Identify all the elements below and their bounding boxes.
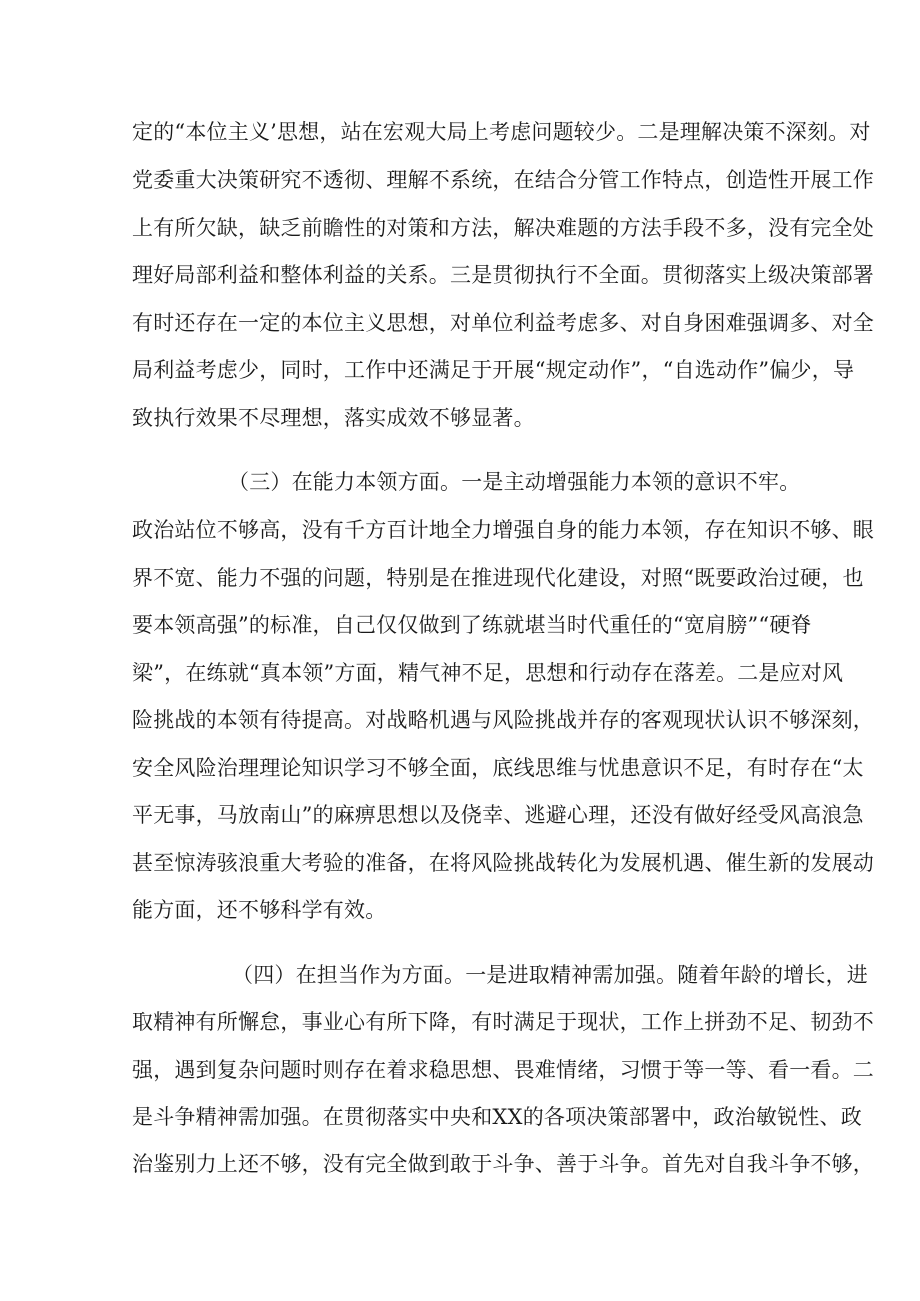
text-line: 强，遇到复杂问题时则存在着求稳思想、畏难情绪，习惯于等一等、看一看。二 — [132, 1058, 874, 1082]
text-line: 局利益考虑少，同时，工作中还满足于开展“规定动作”，“自选动作”偏少，导 — [132, 358, 855, 382]
text-line: 能方面，还不够科学有效。 — [132, 898, 387, 922]
text-line: 党委重大决策研究不透彻、理解不系统，在结合分管工作特点，创造性开展工作 — [132, 168, 874, 192]
text-line: 要本领高强”的标准，自己仅仅做到了练就堪当时代重任的“宽肩膀”“硬脊 — [132, 613, 812, 637]
text-line: 取精神有所懈怠，事业心有所下降，有时满足于现状，工作上拼劲不足、韧劲不 — [132, 1010, 874, 1034]
text-line: 梁”，在练就“真本领”方面，精气神不足，思想和行动存在落差。二是应对风 — [132, 661, 844, 685]
text-line: 有时还存在一定的本位主义思想，对单位利益考虑多、对自身困难强调多、对全 — [132, 311, 874, 335]
text-line: 理好局部利益和整体利益的关系。三是贯彻执行不全面。贯彻落实上级决策部署 — [132, 263, 874, 287]
text-line: 险挑战的本领有待提高。对战略机遇与风险挑战并存的客观现状认识不够深刻， — [132, 708, 874, 732]
text-line: 治鉴别力上还不够，没有完全做到敢于斗争、善于斗争。首先对自我斗争不够， — [132, 1152, 874, 1176]
text-line: 安全风险治理理论知识学习不够全面，底线思维与忧患意识不足，有时存在“太 — [132, 756, 864, 780]
section-heading-line: （四）在担当作为方面。一是进取精神需加强。随着年龄的增长，进 — [232, 963, 868, 987]
text-line: 上有所欠缺，缺乏前瞻性的对策和方法，解决难题的方法手段不多，没有完全处 — [132, 216, 874, 240]
text-line: 是斗争精神需加强。在贯彻落实中央和XX的各项决策部署中，政治敏锐性、政 — [132, 1105, 862, 1129]
text-line: 致执行效果不尽理想，落实成效不够显著。 — [132, 406, 535, 430]
text-line: 定的“本位主义’思想，站在宏观大局上考虑问题较少。二是理解决策不深刻。对 — [132, 120, 871, 144]
text-line: 界不宽、能力不强的问题，特别是在推进现代化建设，对照“既要政治过硬，也 — [132, 566, 864, 590]
text-line: 甚至惊涛骇浪重大考验的准备，在将风险挑战转化为发展机遇、催生新的发展动 — [132, 851, 874, 875]
text-line: 平无事，马放南山”的麻痹思想以及侥幸、逃避心理，还没有做好经受风高浪急 — [132, 803, 864, 827]
section-heading-line: （三）在能力本领方面。一是主动增强能力本领的意识不牢。 — [228, 470, 801, 494]
text-line: 政治站位不够高，没有千方百计地全力增强自身的能力本领，存在知识不够、眼 — [132, 518, 874, 542]
